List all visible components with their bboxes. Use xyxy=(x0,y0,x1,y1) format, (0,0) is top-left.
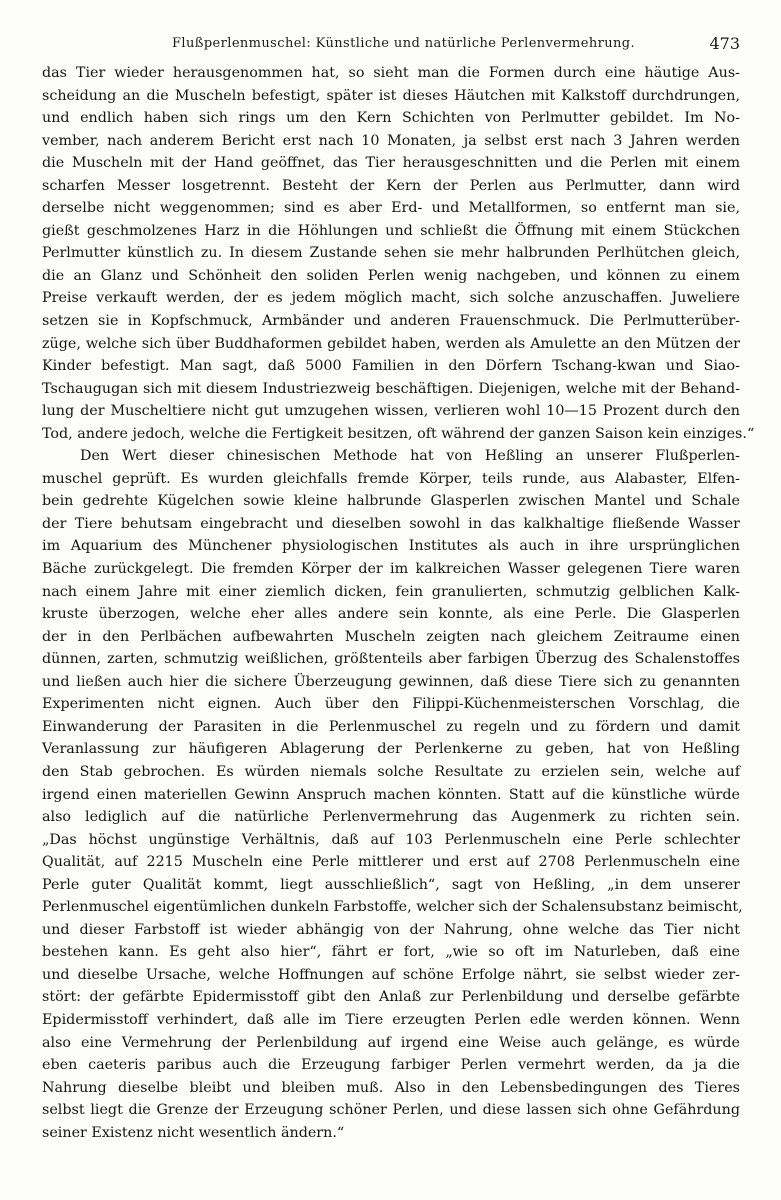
text-line: Preise verkauft werden, der es jedem möglich macht, sich solche anzuschaffen. Juweliere xyxy=(42,290,740,307)
text-line: Bäche zurückgelegt. Die fremden Körper der im kalkreichen Wasser gelegenen Tiere waren xyxy=(42,561,740,578)
text-line: Perle guter Qualität kommt, liegt ausschließlich“, sagt von Heßling, „in dem unserer xyxy=(42,876,740,893)
text-line: der Tiere behutsam eingebracht und dieselben sowohl in das kalkhaltige fließende Wasser xyxy=(42,515,740,532)
text-line: Qualität, auf 2215 Muscheln eine Perle mittlerer und erst auf 2708 Perlenmuscheln eine xyxy=(42,854,740,871)
text-line: Einwanderung der Parasiten in die Perlenmuschel zu regeln und zu fördern und damit xyxy=(42,718,740,735)
text-line: Nahrung dieselbe bleibt und bleiben muß. Also in den Lebensbedingungen des Tieres xyxy=(42,1079,740,1096)
text-line: also eine Vermehrung der Perlenbildung auf irgend eine Weise auch gelänge, es würde xyxy=(42,1034,740,1051)
text-line: und dieselbe Ursache, welche Hoffnungen auf schöne Erfolge nährt, sie selbst wieder zer- xyxy=(42,966,740,983)
body-text xyxy=(42,62,755,1144)
text-line: nach einem Jahre mit einer ziemlich dicken, fein granulierten, schmutzig gelblichen Kalk- xyxy=(42,583,740,600)
text-line: und ließen auch hier die sichere Überzeugung gewinnen, daß diese Tiere sich zu genannten xyxy=(42,673,740,690)
text-line: scheidung an die Muscheln befestigt, später ist dieses Häutchen mit Kalkstoff durchdrungen, xyxy=(42,87,740,104)
running-head xyxy=(42,34,740,58)
text-line: selbst liegt die Grenze der Erzeugung schöner Perlen, und diese lassen sich ohne Gefährdung xyxy=(42,1102,740,1119)
text-line: stört: der gefärbte Epidermisstoff gibt den Anlaß zur Perlenbildung und derselbe gefärbte xyxy=(42,989,740,1006)
text-line: scharfen Messer losgetrennt. Besteht der Kern der Perlen aus Perlmutter, dann wird xyxy=(42,177,740,194)
running-title: Flußperlenmuschel: Künstliche und natürliche Perlenvermehrung. xyxy=(172,36,636,51)
text-line: „Das höchst ungünstige Verhältnis, daß auf 103 Perlenmuscheln eine Perle schlechter xyxy=(42,831,740,848)
text-line: und dieser Farbstoff ist wieder abhängig von der Nahrung, ohne welche das Tier nicht xyxy=(42,921,740,938)
text-line: derselbe nicht weggenommen; sind es aber Erd- und Metallformen, so entfernt man sie, xyxy=(42,200,740,217)
text-line: Veranlassung zur häufigeren Ablagerung der Perlenkerne zu geben, hat von Heßling xyxy=(42,741,740,758)
text-line: die an Glanz und Schönheit den soliden Perlen wenig nachgeben, und können zu einem xyxy=(42,267,740,284)
text-line: züge, welche sich über Buddhaformen gebildet haben, werden als Amulette an den Mützen der xyxy=(42,335,740,352)
paragraph-end-line: seiner Existenz nicht wesentlich ändern.“ xyxy=(42,1124,345,1141)
text-line: vember, nach anderem Bericht erst nach 10 Monaten, ja selbst erst nach 3 Jahren werden xyxy=(42,132,740,149)
text-line: im Aquarium des Münchener physiologischen Institutes als auch in ihre ursprünglichen xyxy=(42,538,740,555)
text-line: gießt geschmolzenes Harz in die Höhlungen und schließt die Öffnung mit einem Stückchen xyxy=(42,222,740,239)
text-line: bestehen kann. Es geht also hier“, fährt er fort, „wie so oft im Naturleben, daß eine xyxy=(42,944,740,961)
text-line: den Stab gebrochen. Es würden niemals solche Resultate zu erzielen sein, welche auf xyxy=(42,763,740,780)
text-line: Epidermisstoff verhindert, daß alle im Tiere erzeugten Perlen edle werden können. Wenn xyxy=(42,1011,740,1028)
text-line: Tschaugugan sich mit diesem Industriezweig beschäftigen. Diejenigen, welche mit der Behand- xyxy=(42,380,740,397)
text-line: Perlmutter künstlich zu. In diesem Zustande sehen sie mehr halbrunden Perlhütchen gleich, xyxy=(42,245,740,262)
text-line: und endlich haben sich rings um den Kern Schichten von Perlmutter gebildet. Im No- xyxy=(42,110,740,127)
text-line: dünnen, zarten, schmutzig weißlichen, größtenteils aber farbigen Überzug des Schalenstoffes xyxy=(42,651,740,668)
paragraph-end-line: Tod, andere jedoch, welche die Fertigkeit besitzen, oft während der ganzen Saison kein einziges.“ xyxy=(42,425,755,442)
text-line: lung der Muscheltiere nicht gut umzugehen wissen, verlieren wohl 10—15 Prozent durch den xyxy=(42,403,740,420)
text-line: muschel geprüft. Es wurden gleichfalls fremde Körper, teils runde, aus Alabaster, Elfen- xyxy=(42,470,740,487)
text-line: kruste überzogen, welche eher alles andere sein konnte, als eine Perle. Die Glasperlen xyxy=(42,606,740,623)
text-line: das Tier wieder herausgenommen hat, so sieht man die Formen durch eine häutige Aus- xyxy=(42,65,740,81)
text-line: also lediglich auf die natürliche Perlenvermehrung das Augenmerk zu richten sein. xyxy=(42,809,740,826)
text-line: Experimenten nicht eignen. Auch über den Filippi-Küchenmeisterschen Vorschlag, die xyxy=(42,696,740,713)
text-line: eben caeteris paribus auch die Erzeugung farbiger Perlen vermehrt werden, da ja die xyxy=(42,1057,740,1074)
text-line: der in den Perlbächen aufbewahrten Muscheln zeigten nach gleichem Zeitraume einen xyxy=(42,628,740,645)
page-number: 473 xyxy=(709,34,740,53)
text-line: die Muscheln mit der Hand geöffnet, das Tier herausgeschnitten und die Perlen mit einem xyxy=(42,155,740,172)
text-line: setzen sie in Kopfschmuck, Armbänder und anderen Frauenschmuck. Die Perlmutterüber- xyxy=(42,313,740,330)
text-line: Kinder befestigt. Man sagt, daß 5000 Familien in den Dörfern Tschang-kwan und Siao- xyxy=(42,358,740,375)
paragraph-first-line: Den Wert dieser chinesischen Methode hat von Heßling an unserer Flußperlen- xyxy=(80,448,740,465)
text-line: Perlenmuschel eigentümlichen dunkeln Farbstoffe, welcher sich der Schalensubstanz beimischt, xyxy=(42,899,743,916)
text-line: irgend einen materiellen Gewinn Anspruch machen könnten. Statt auf die künstliche würde xyxy=(42,786,740,803)
text-line: bein gedrehte Kügelchen sowie kleine halbrunde Glasperlen zwischen Mantel und Schale xyxy=(42,493,740,510)
